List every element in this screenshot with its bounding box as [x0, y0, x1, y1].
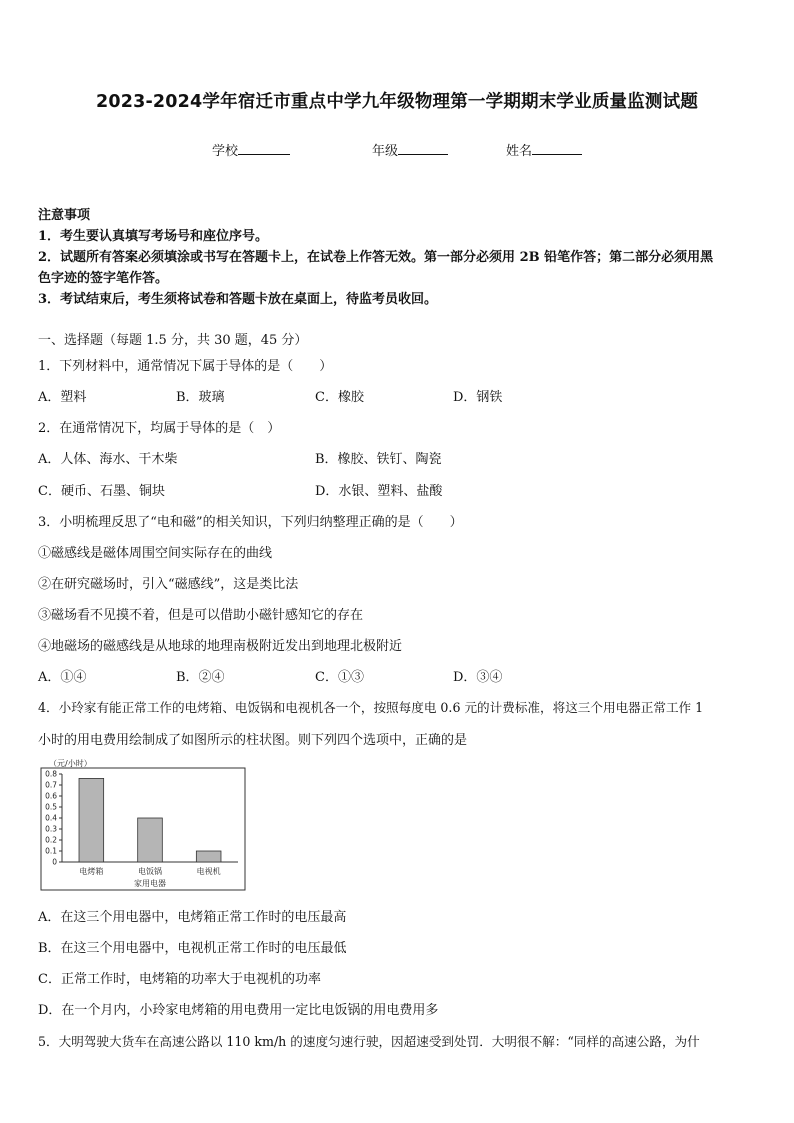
- question-2-option-c: C．硬币、石墨、铜块: [38, 484, 165, 499]
- question-1-option-b: B．玻璃: [176, 390, 225, 405]
- question-1-option-c: C．橡胶: [315, 390, 364, 405]
- question-4-stem-line: 小时的用电费用绘制成了如图所示的柱状图。则下列四个选项中，正确的是: [38, 733, 468, 748]
- y-tick-label: 0.5: [45, 802, 57, 812]
- y-tick-label: 0.2: [45, 835, 57, 845]
- notice-item: 2．试题所有答案必须填涂或书写在答题卡上，在试卷上作答无效。第一部分必须用 2B 铅笔作答；第二部分必须用黑: [38, 250, 714, 265]
- school-field: [212, 140, 290, 159]
- y-tick-label: 0.8: [45, 769, 57, 779]
- name-label: 姓名: [506, 144, 533, 159]
- y-tick-label: 0.6: [45, 791, 57, 801]
- name-blank: [532, 142, 582, 155]
- question-3-statement: ④地磁场的磁感线是从地球的地理南极附近发出到地理北极附近: [38, 639, 403, 654]
- chart-xlabel: 家用电器: [134, 879, 166, 888]
- question-3-statement: ①磁感线是磁体周围空间实际存在的曲线: [38, 546, 273, 561]
- grade-blank: [398, 142, 448, 155]
- chart-categories: [79, 866, 220, 876]
- question-3-statement: ②在研究磁场时，引入“磁感线”，这是类比法: [38, 577, 299, 592]
- question-3-option-b: B．②④: [176, 670, 225, 685]
- bar-2: [138, 818, 163, 862]
- question-1-option-a: A．塑料: [38, 390, 87, 405]
- question-3-stem: 3．小明梳理反思了“电和磁”的相关知识，下列归纳整理正确的是（ ）: [38, 515, 463, 530]
- question-4-option-c: C．正常工作时，电烤箱的功率大于电视机的功率: [38, 972, 321, 987]
- question-4-option-b: B．在这三个用电器中，电视机正常工作时的电压最低: [38, 941, 347, 956]
- question-3-option-a: A．①④: [38, 670, 87, 685]
- notice-item: 1．考生要认真填写考场号和座位序号。: [38, 229, 269, 244]
- chart-svg: [40, 758, 250, 892]
- question-4-stem-line: 4．小玲家有能正常工作的电烤箱、电饭锅和电视机各一个，按照每度电 0.6 元的计费标准，将这三个用电器正常工作 1: [38, 700, 704, 715]
- x-category-label: 电视机: [196, 867, 221, 876]
- question-2-stem: 2．在通常情况下，均属于导体的是（ ）: [38, 421, 281, 436]
- question-1-option-d: D．钢铁: [453, 390, 503, 405]
- y-tick-label: 0.7: [45, 780, 57, 790]
- bar-3: [196, 851, 221, 862]
- question-2-option-b: B．橡胶、铁钉、陶瓷: [315, 452, 442, 467]
- chart-bars: [79, 778, 221, 862]
- chart-y-ticks: [45, 770, 62, 867]
- x-category-label: 电烤箱: [79, 867, 104, 876]
- grade-field: [372, 140, 448, 159]
- notice-item: 色字迹的签字笔作答。: [38, 271, 169, 286]
- y-tick-label: 0.4: [45, 813, 57, 823]
- question-1-stem: 1．下列材料中，通常情况下属于导体的是（ ）: [38, 359, 333, 374]
- x-category-label: 电饭锅: [138, 867, 162, 876]
- cost-bar-chart: [40, 758, 250, 892]
- grade-label: 年级: [372, 144, 399, 159]
- question-3-statement: ③磁场看不见摸不着，但是可以借助小磁针感知它的存在: [38, 608, 364, 623]
- exam-title: 2023-2024学年宿迁市重点中学九年级物理第一学期期末学业质量监测试题: [95, 92, 699, 112]
- notice-item: 3．考试结束后，考生须将试卷和答题卡放在桌面上，待监考员收回。: [38, 292, 438, 307]
- school-label: 学校: [212, 144, 239, 159]
- school-blank: [238, 142, 290, 155]
- name-field: [506, 140, 582, 159]
- section-heading: 一、选择题（每题 1.5 分，共 30 题，45 分）: [38, 333, 308, 348]
- y-tick-label: 0: [52, 857, 57, 867]
- notice-heading: 注意事项: [38, 208, 91, 223]
- question-2-option-a: A．人体、海水、干木柴: [38, 452, 178, 467]
- question-2-option-d: D．水银、塑料、盐酸: [315, 484, 443, 499]
- question-4-option-d: D．在一个月内，小玲家电烤箱的用电费用一定比电饭锅的用电费用多: [38, 1003, 439, 1018]
- question-3-option-d: D．③④: [453, 670, 503, 685]
- chart-ylabel: （元/小时）: [49, 759, 92, 768]
- question-5-stem: 5．大明驾驶大货车在高速公路以 110 km/h 的速度匀速行驶，因超速受到处罚．大明很不解：“同样的高速公路，为什: [38, 1034, 700, 1049]
- question-3-option-c: C．①③: [315, 670, 364, 685]
- y-tick-label: 0.1: [45, 846, 57, 856]
- y-tick-label: 0.3: [45, 824, 57, 834]
- question-4-option-a: A．在这三个用电器中，电烤箱正常工作时的电压最高: [38, 910, 347, 925]
- bar-1: [79, 778, 104, 862]
